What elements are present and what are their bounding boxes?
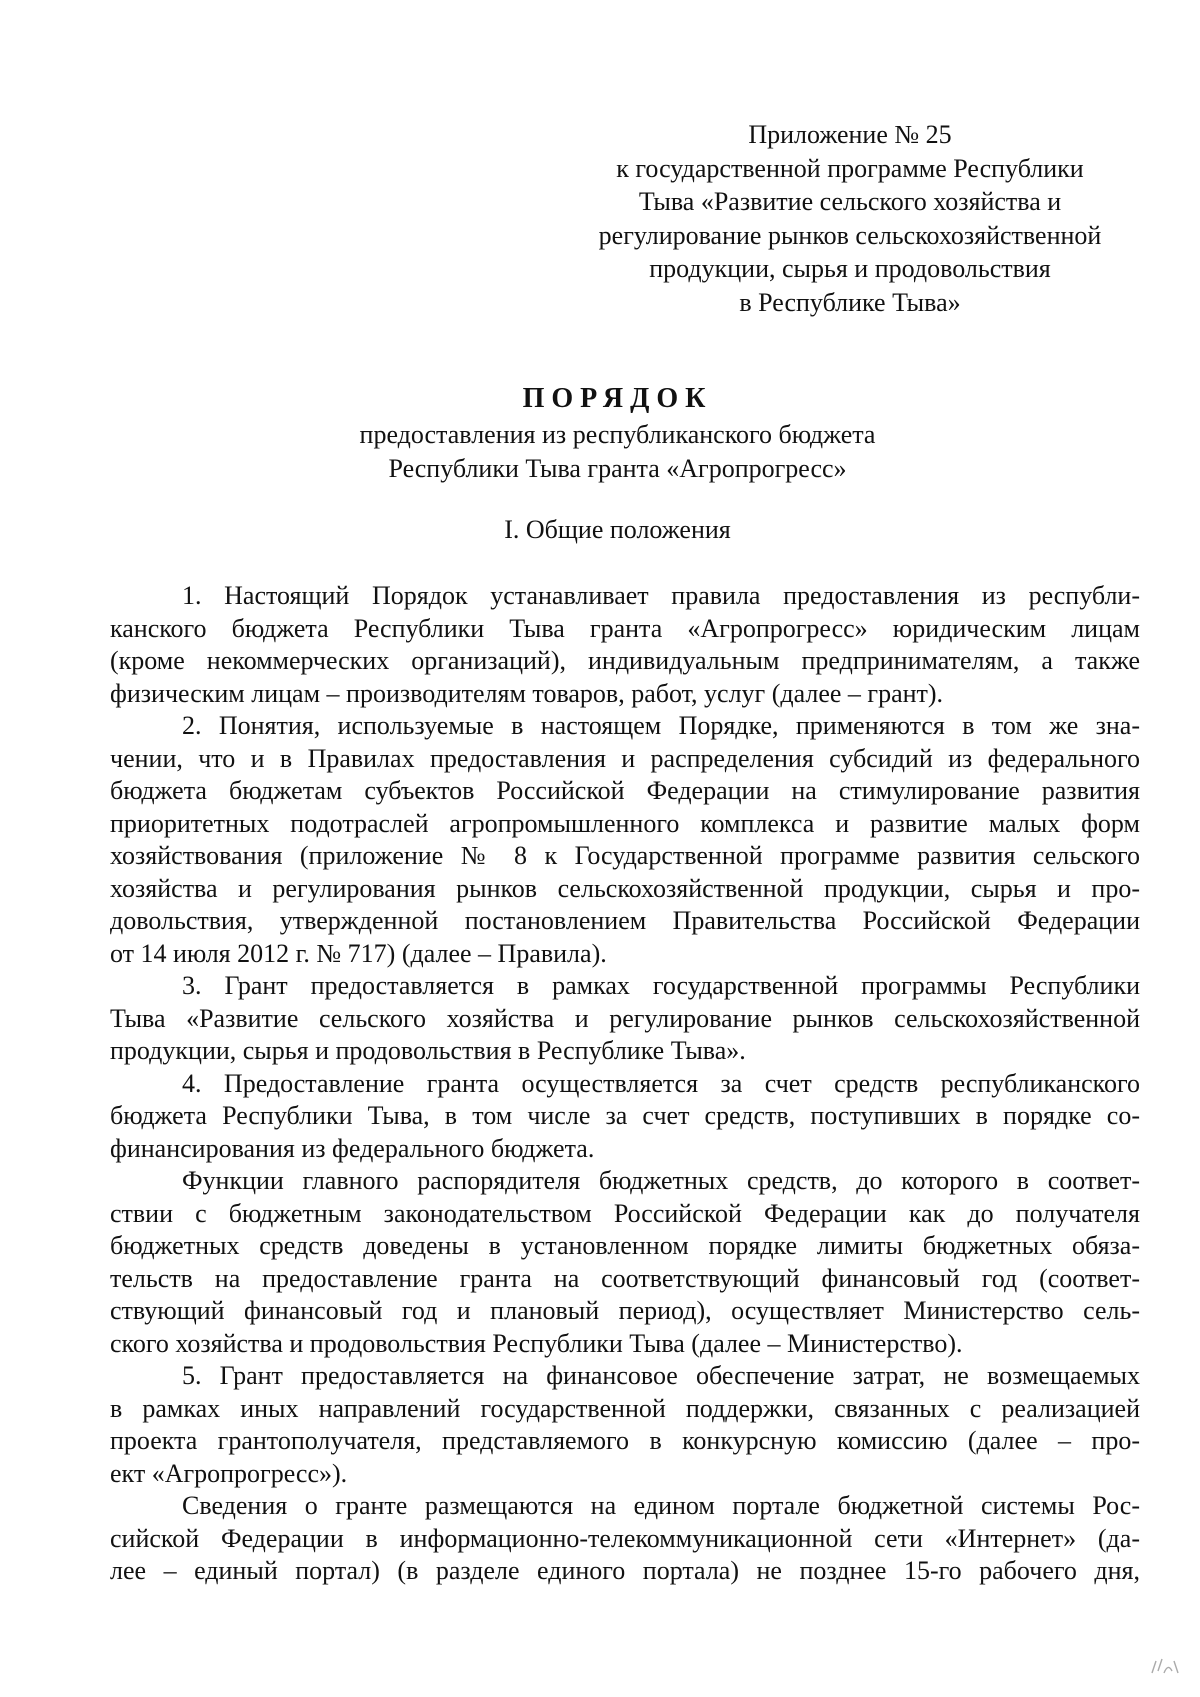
- document-body: [110, 580, 1140, 1588]
- subtitle-line: Республики Тыва гранта «Агропрогресс»: [388, 454, 847, 483]
- body-line: (кроме некоммерческих организаций), индивидуальным предпринимателям, а также: [110, 646, 1140, 675]
- document-subtitle: [0, 418, 1200, 486]
- body-line: довольствия, утвержденной постановлением Правительства Российской Федерации: [110, 906, 1140, 935]
- section-heading: I. Общие положения: [504, 515, 731, 544]
- document-title: ПОРЯДОК: [522, 383, 713, 414]
- annex-header: [560, 118, 1140, 319]
- body-line: сийской Федерации в информационно-телекоммуникационной сети «Интернет» (да-: [110, 1523, 1140, 1553]
- body-line: проекта грантополучателя, представляемого в конкурсную комиссию (далее – про-: [110, 1426, 1140, 1455]
- body-line: Функции главного распорядителя бюджетных средств, до которого в соответ-: [182, 1166, 1140, 1195]
- annex-line: регулирование рынков сельскохозяйственной: [598, 220, 1102, 250]
- body-line: лее – единый портал) (в разделе единого портала) не позднее 15-го рабочего дня,: [110, 1556, 1140, 1585]
- annex-line: продукции, сырья и продовольствия: [649, 254, 1051, 283]
- body-line: ствующий финансовый год и плановый период), осуществляет Министерство сель-: [110, 1296, 1140, 1325]
- subtitle-line: предоставления из республиканского бюджета: [359, 420, 876, 449]
- body-line: 4. Предоставление гранта осуществляется за счет средств республиканского: [182, 1068, 1140, 1098]
- body-line: 3. Грант предоставляется в рамках государственной программы Республики: [182, 971, 1140, 1000]
- body-line: чении, что и в Правилах предоставления и распределения субсидий из федерального: [110, 743, 1140, 773]
- body-line: финансирования из федерального бюджета.: [110, 1133, 595, 1163]
- body-line: 1. Настоящий Порядок устанавливает правила предоставления из республи-: [182, 581, 1140, 610]
- scan-marks: [1150, 1655, 1180, 1682]
- annex-line: в Республике Тыва»: [739, 287, 961, 317]
- annex-line: Тыва «Развитие сельского хозяйства и: [638, 187, 1062, 216]
- body-line: в рамках иных направлений государственной поддержки, связанных с реализацией: [110, 1393, 1140, 1423]
- body-line: 5. Грант предоставляется на финансовое обеспечение затрат, не возмещаемых: [182, 1361, 1140, 1390]
- body-line: бюджета Республики Тыва, в том числе за счет средств, поступивших в порядке со-: [110, 1101, 1140, 1130]
- body-line: тельств на предоставление гранта на соответствующий финансовый год (соответ-: [110, 1263, 1140, 1293]
- body-line: Тыва «Развитие сельского хозяйства и регулирование рынков сельскохозяйственной: [110, 1003, 1140, 1033]
- body-line: Сведения о гранте размещаются на едином портале бюджетной системы Рос-: [182, 1491, 1140, 1520]
- body-line: ствии с бюджетным законодательством Российской Федерации как до получателя: [110, 1198, 1140, 1228]
- body-line: приоритетных подотраслей агропромышленного комплекса и развитие малых форм: [110, 808, 1140, 838]
- body-line: физическим лицам – производителям товаров, работ, услуг (далее – грант).: [110, 678, 944, 708]
- body-line: бюджета бюджетам субъектов Российской Федерации на стимулирование развития: [110, 776, 1140, 805]
- body-line: от 14 июля 2012 г. № 717) (далее – Правила).: [110, 938, 607, 968]
- body-line: ского хозяйства и продовольствия Республики Тыва (далее – Министерство).: [110, 1328, 963, 1358]
- body-line: канского бюджета Республики Тыва гранта «Агропрогресс» юридическим лицам: [110, 613, 1140, 643]
- body-line: продукции, сырья и продовольствия в Республике Тыва».: [110, 1036, 746, 1065]
- body-line: хозяйствования (приложение № 8 к Государственной программе развития сельского: [110, 841, 1140, 870]
- annex-line: Приложение № 25: [748, 120, 952, 149]
- body-line: 2. Понятия, используемые в настоящем Порядке, применяются в том же зна-: [182, 711, 1140, 740]
- body-line: ект «Агропрогресс»).: [110, 1458, 348, 1488]
- annex-line: к государственной программе Республики: [616, 153, 1084, 183]
- body-line: бюджетных средств доведены в установленном порядке лимиты бюджетных обяза-: [110, 1231, 1140, 1260]
- scan-smudge-icon: [1150, 1655, 1180, 1677]
- body-line: хозяйства и регулирования рынков сельскохозяйственной продукции, сырья и про-: [110, 873, 1140, 903]
